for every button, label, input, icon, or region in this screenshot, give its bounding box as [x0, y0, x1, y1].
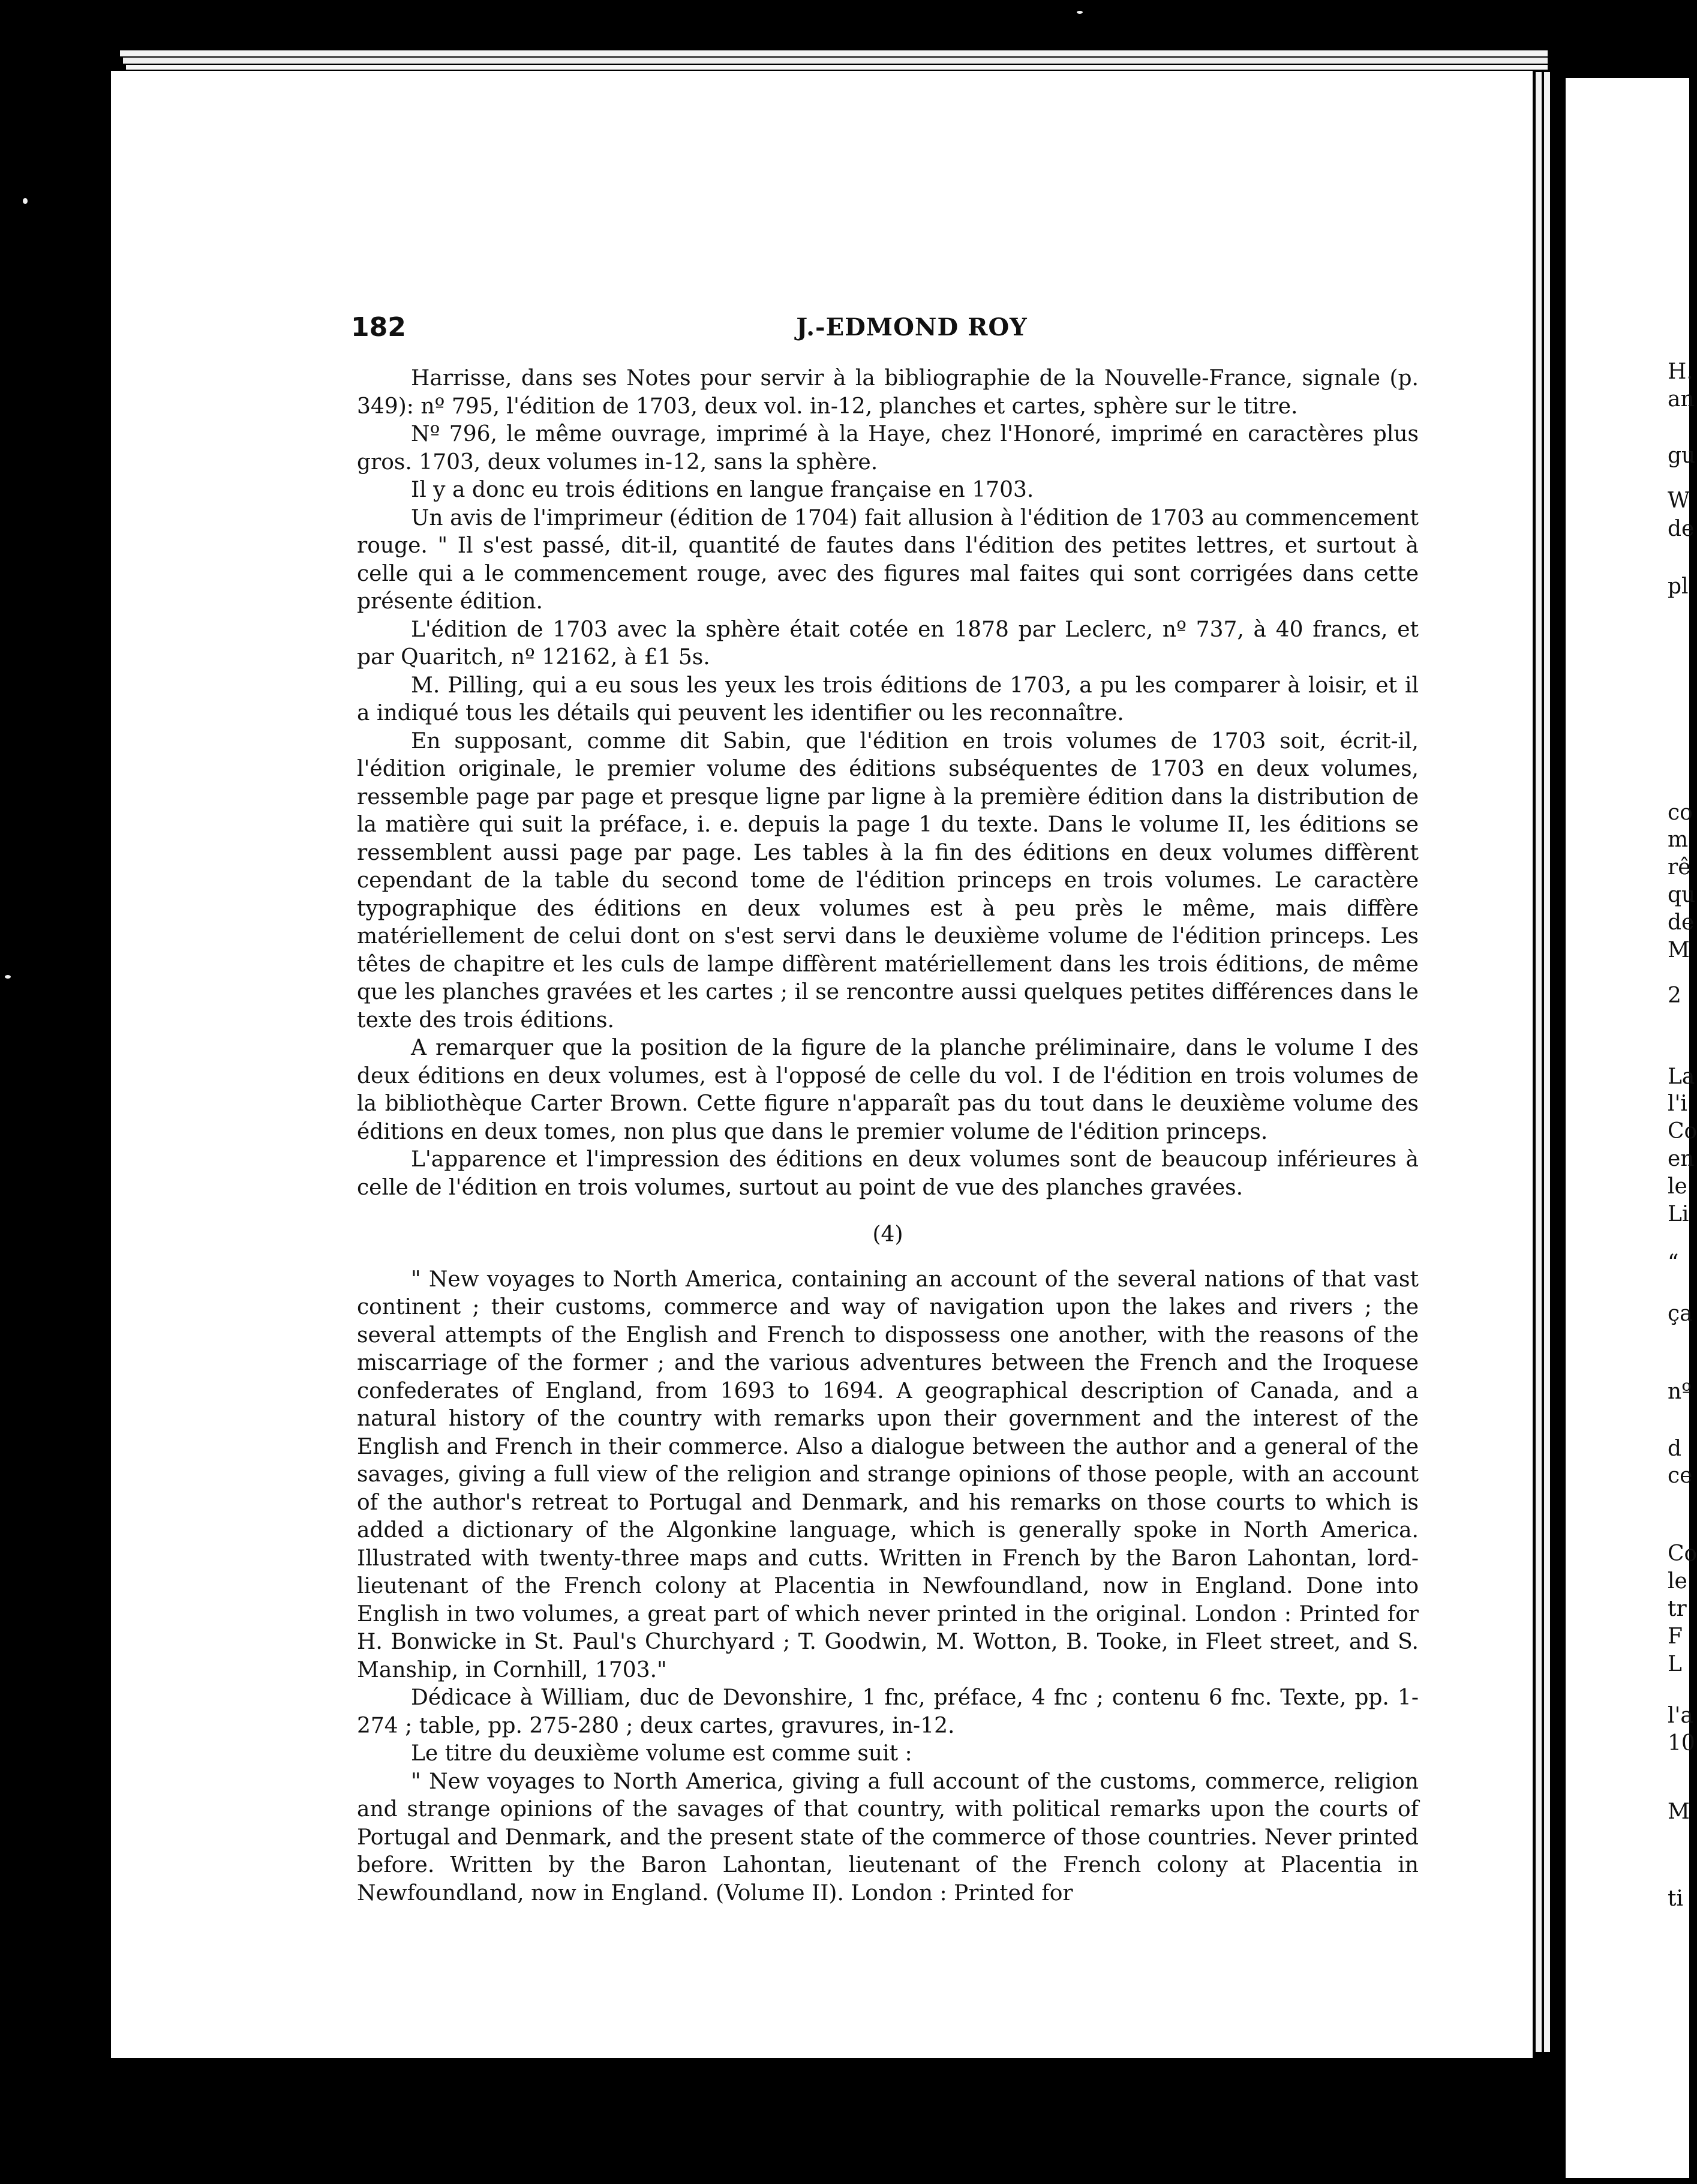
paragraph: Le titre du deuxième volume est comme suit :	[411, 1741, 912, 1766]
margin-fragment: nº	[1668, 1379, 1692, 1404]
running-head: J.-EDMOND ROY	[796, 313, 1028, 341]
paragraph: M. Pilling, qui a eu sous les yeux les trois éditions de 1703, a pu les comparer à loisir, et il a indiqué tous les détails qui peuvent les identifier ou les reconnaître.	[357, 673, 1419, 725]
margin-fragment: F	[1668, 1624, 1683, 1649]
paragraph: L'apparence et l'impression des éditions en deux volumes sont de beaucoup inférieures à celle de l'édition en trois volumes, surtout au point de vue des planches gravées.	[357, 1147, 1419, 1200]
scan-speck	[1077, 11, 1083, 14]
paragraph: A remarquer que la position de la figure de la planche préliminaire, dans le volume I des deux éditions en deux volumes, est à l'opposé de celle du vol. I de l'édition en trois volumes de la bibliothèque Carter Brown. Cette figure n'apparaît pas du tout dans le deuxième volume des éditions en deux tomes, non plus que dans le premier volume de l'édition princeps.	[357, 1036, 1419, 1144]
margin-fragment: de	[1668, 517, 1695, 541]
margin-fragment: rê	[1668, 855, 1691, 880]
page-header	[351, 312, 1473, 348]
margin-fragment: pl	[1668, 574, 1689, 599]
margin-fragment: en	[1668, 1147, 1695, 1171]
margin-fragment: 10	[1668, 1731, 1695, 1756]
paragraph: Dédicace à William, duc de Devonshire, 1 fnc, préface, 4 fnc ; contenu 6 fnc. Texte, pp. 1-274 ; table, pp. 275-280 ; deux cartes, gravures, in-12.	[357, 1685, 1419, 1738]
margin-fragment: ça	[1668, 1301, 1693, 1326]
margin-fragment: ti	[1668, 1886, 1683, 1911]
margin-fragment: Co	[1668, 1119, 1697, 1144]
paragraph: Nº 796, le même ouvrage, imprimé à la Haye, chez l'Honoré, imprimé en caractères plus gros. 1703, deux volumes in-12, sans la sphère.	[357, 422, 1419, 475]
scan-speck	[23, 198, 28, 204]
margin-fragment: ce	[1668, 1463, 1693, 1488]
margin-fragment: co	[1668, 800, 1693, 825]
body-text	[357, 365, 1419, 1907]
paragraph: En supposant, comme dit Sabin, que l'édition en trois volumes de 1703 soit, écrit-il, l'édition originale, le premier volume des éditions subséquentes de 1703 en deux volumes, ressemble page par page et presque ligne par ligne à la première édition dans la distribution de la matière qui suit la préface, i. e. depuis la page 1 du texte. Dans le volume II, les éditions se ressemblent aussi page par page. Les tables à la fin des éditions en deux volumes diffèrent cependant de la table du second tome de l'édition princeps en trois volumes. Le caractère typographique des éditions en deux volumes est à peu près le même, mais diffère matériellement de celui dont on s'est servi dans le deuxième volume de l'édition princeps. Les têtes de chapitre et les culs de lampe diffèrent matériellement dans les trois éditions, de même que les planches gravées et les cartes ; il se rencontre aussi quelques petites différences dans le texte des trois éditions.	[357, 728, 1419, 1033]
paragraph: Un avis de l'imprimeur (édition de 1704) fait allusion à l'édition de 1703 au commencement rouge. " Il s'est passé, dit-il, quantité de fautes dans l'édition des petites lettres, et surtout à celle qui a le commencement rouge, avec des figures mal faites qui sont corrigées dans cette présente édition.	[357, 505, 1419, 614]
paragraph: " New voyages to North America, containing an account of the several nations of that vast continent ; their customs, commerce and way of navigation upon the lakes and rivers ; the several attempts of the English and French to dispossess one another, with the reasons of the miscarriage of the former ; and the various adventures between the French and the Iroquese confederates of England, from 1693 to 1694. A geographical description of Canada, and a natural history of the country with remarks upon their government and the interest of the English and French in their commerce. Also a dialogue between the author and a general of the savages, giving a full view of the religion and strange opinions of those people, with an account of the author's retreat to Portugal and Denmark, and his remarks on those courts to which is added a dictionary of the Algonkine language, which is generally spoke in North America. Illustrated with twenty-three maps and cutts. Written in French by the Baron Lahontan, lord-lieutenant of the French colony at Placentia in Newfoundland, now in England. Done into English in two volumes, a great part of which never printed in the original. London : Printed for H. Bonwicke in St. Paul's Churchyard ; T. Goodwin, M. Wotton, B. Tooke, in Fleet street, and S. Manship, in Cornhill, 1703."	[357, 1267, 1419, 1682]
margin-fragment: d	[1668, 1436, 1682, 1461]
margin-fragment: 2	[1668, 983, 1681, 1008]
margin-fragment: L	[1668, 1652, 1682, 1676]
paragraph: L'édition de 1703 avec la sphère était cotée en 1878 par Leclerc, nº 737, à 40 francs, et par Quaritch, nº 12162, à £1 5s.	[357, 617, 1419, 670]
margin-fragment: tr	[1668, 1597, 1687, 1621]
margin-fragment: l'a	[1668, 1703, 1693, 1728]
paragraph: Harrisse, dans ses Notes pour servir à la bibliographie de la Nouvelle-France, signale (p. 349): nº 795, l'édition de 1703, deux vol. in-12, planches et cartes, sphère sur le titre.	[357, 366, 1419, 419]
margin-fragment: le	[1668, 1569, 1687, 1594]
page-number: 182	[351, 312, 406, 343]
margin-fragment: W	[1668, 488, 1690, 513]
margin-fragment: qu	[1668, 883, 1696, 907]
margin-fragment: de	[1668, 910, 1695, 935]
paragraph: Il y a donc eu trois éditions en langue française en 1703.	[411, 478, 1034, 502]
margin-fragment: gu	[1668, 443, 1696, 468]
page-edge	[126, 65, 1548, 70]
margin-fragment: l'i	[1668, 1091, 1687, 1116]
margin-fragment: Li	[1668, 1202, 1689, 1226]
margin-fragment: La	[1668, 1064, 1695, 1089]
page-edge	[1536, 72, 1542, 2052]
margin-fragment: m	[1668, 827, 1689, 852]
margin-fragment: an	[1668, 387, 1695, 412]
margin-fragment: M	[1668, 938, 1690, 962]
page-edge	[1544, 72, 1550, 2052]
paragraph: " New voyages to North America, giving a full account of the customs, commerce, religion and strange opinions of the savages of that country, with political remarks upon the courts of Portugal and Denmark, and the present state of the commerce of those countries. Never printed before. Written by the Baron Lahontan, lieutenant of the French colony at Placentia in Newfoundland, now in England. (Volume II). London : Printed for	[357, 1769, 1419, 1906]
margin-fragment: “	[1668, 1250, 1679, 1275]
scan-speck	[5, 975, 11, 979]
page-edge	[123, 58, 1548, 64]
margin-fragment: le	[1668, 1174, 1687, 1199]
margin-fragment: M	[1668, 1799, 1690, 1824]
margin-fragment: Co	[1668, 1541, 1697, 1566]
section-marker: (4)	[872, 1222, 903, 1247]
page-edge	[120, 50, 1548, 56]
margin-fragment: H.	[1668, 359, 1693, 384]
